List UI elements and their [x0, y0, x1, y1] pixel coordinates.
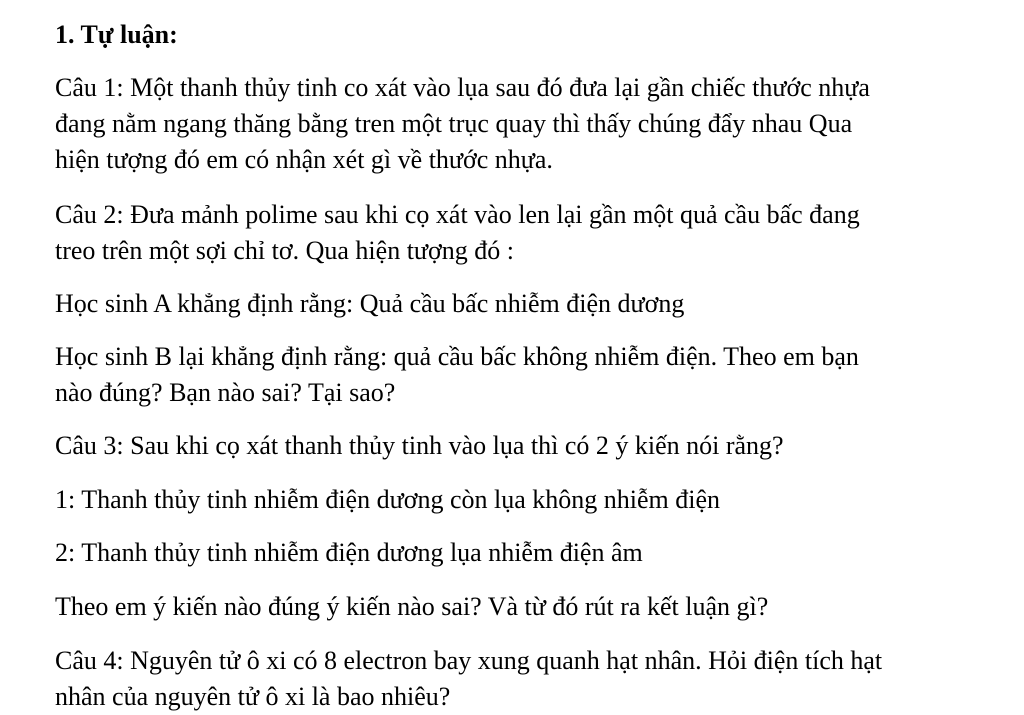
question-2-paragraph	[55, 197, 1005, 269]
question-4-line: Câu 4: Nguyên tử ô xi có 8 electron bay xung quanh hạt nhân. Hỏi điện tích hạt	[55, 646, 883, 675]
question-1-paragraph	[55, 70, 1005, 178]
question-1-line: hiện tượng đó em có nhận xét gì về thước nhựa.	[55, 145, 553, 174]
question-1-line: Câu 1: Một thanh thủy tinh co xát vào lụa sau đó đưa lại gần chiếc thước nhựa	[55, 73, 870, 102]
question-4-line: nhân của nguyên tử ô xi là bao nhiêu?	[55, 682, 451, 711]
question-4-paragraph	[55, 643, 1005, 715]
question-3-followup	[55, 589, 1005, 625]
student-a-line: Học sinh A khẳng định rằng: Quả cầu bấc nhiễm điện dương	[55, 289, 685, 318]
student-a-statement	[55, 286, 1005, 322]
question-2-line: Câu 2: Đưa mảnh polime sau khi cọ xát vào len lại gần một quả cầu bấc đang	[55, 200, 860, 229]
question-3-paragraph	[55, 428, 1005, 464]
question-1-line: đang nằm ngang thăng bằng tren một trục quay thì thấy chúng đẩy nhau Qua	[55, 109, 853, 138]
student-b-statement	[55, 339, 1005, 411]
student-b-line: nào đúng? Bạn nào sai? Tại sao?	[55, 378, 396, 407]
question-2-line: treo trên một sợi chỉ tơ. Qua hiện tượng đó :	[55, 236, 514, 265]
question-3-followup-line: Theo em ý kiến nào đúng ý kiến nào sai? Và từ đó rút ra kết luận gì?	[55, 592, 769, 621]
student-b-line: Học sinh B lại khẳng định rằng: quả cầu bấc không nhiễm điện. Theo em bạn	[55, 342, 859, 371]
question-3-line: Câu 3: Sau khi cọ xát thanh thủy tinh vào lụa thì có 2 ý kiến nói rằng?	[55, 431, 784, 460]
opinion-2	[55, 535, 1005, 571]
opinion-1	[55, 482, 1005, 518]
opinion-1-line: 1: Thanh thủy tinh nhiễm điện dương còn lụa không nhiễm điện	[55, 485, 720, 514]
section-heading: 1. Tự luận:	[55, 20, 178, 49]
opinion-2-line: 2: Thanh thủy tinh nhiễm điện dương lụa nhiễm điện âm	[55, 538, 643, 567]
